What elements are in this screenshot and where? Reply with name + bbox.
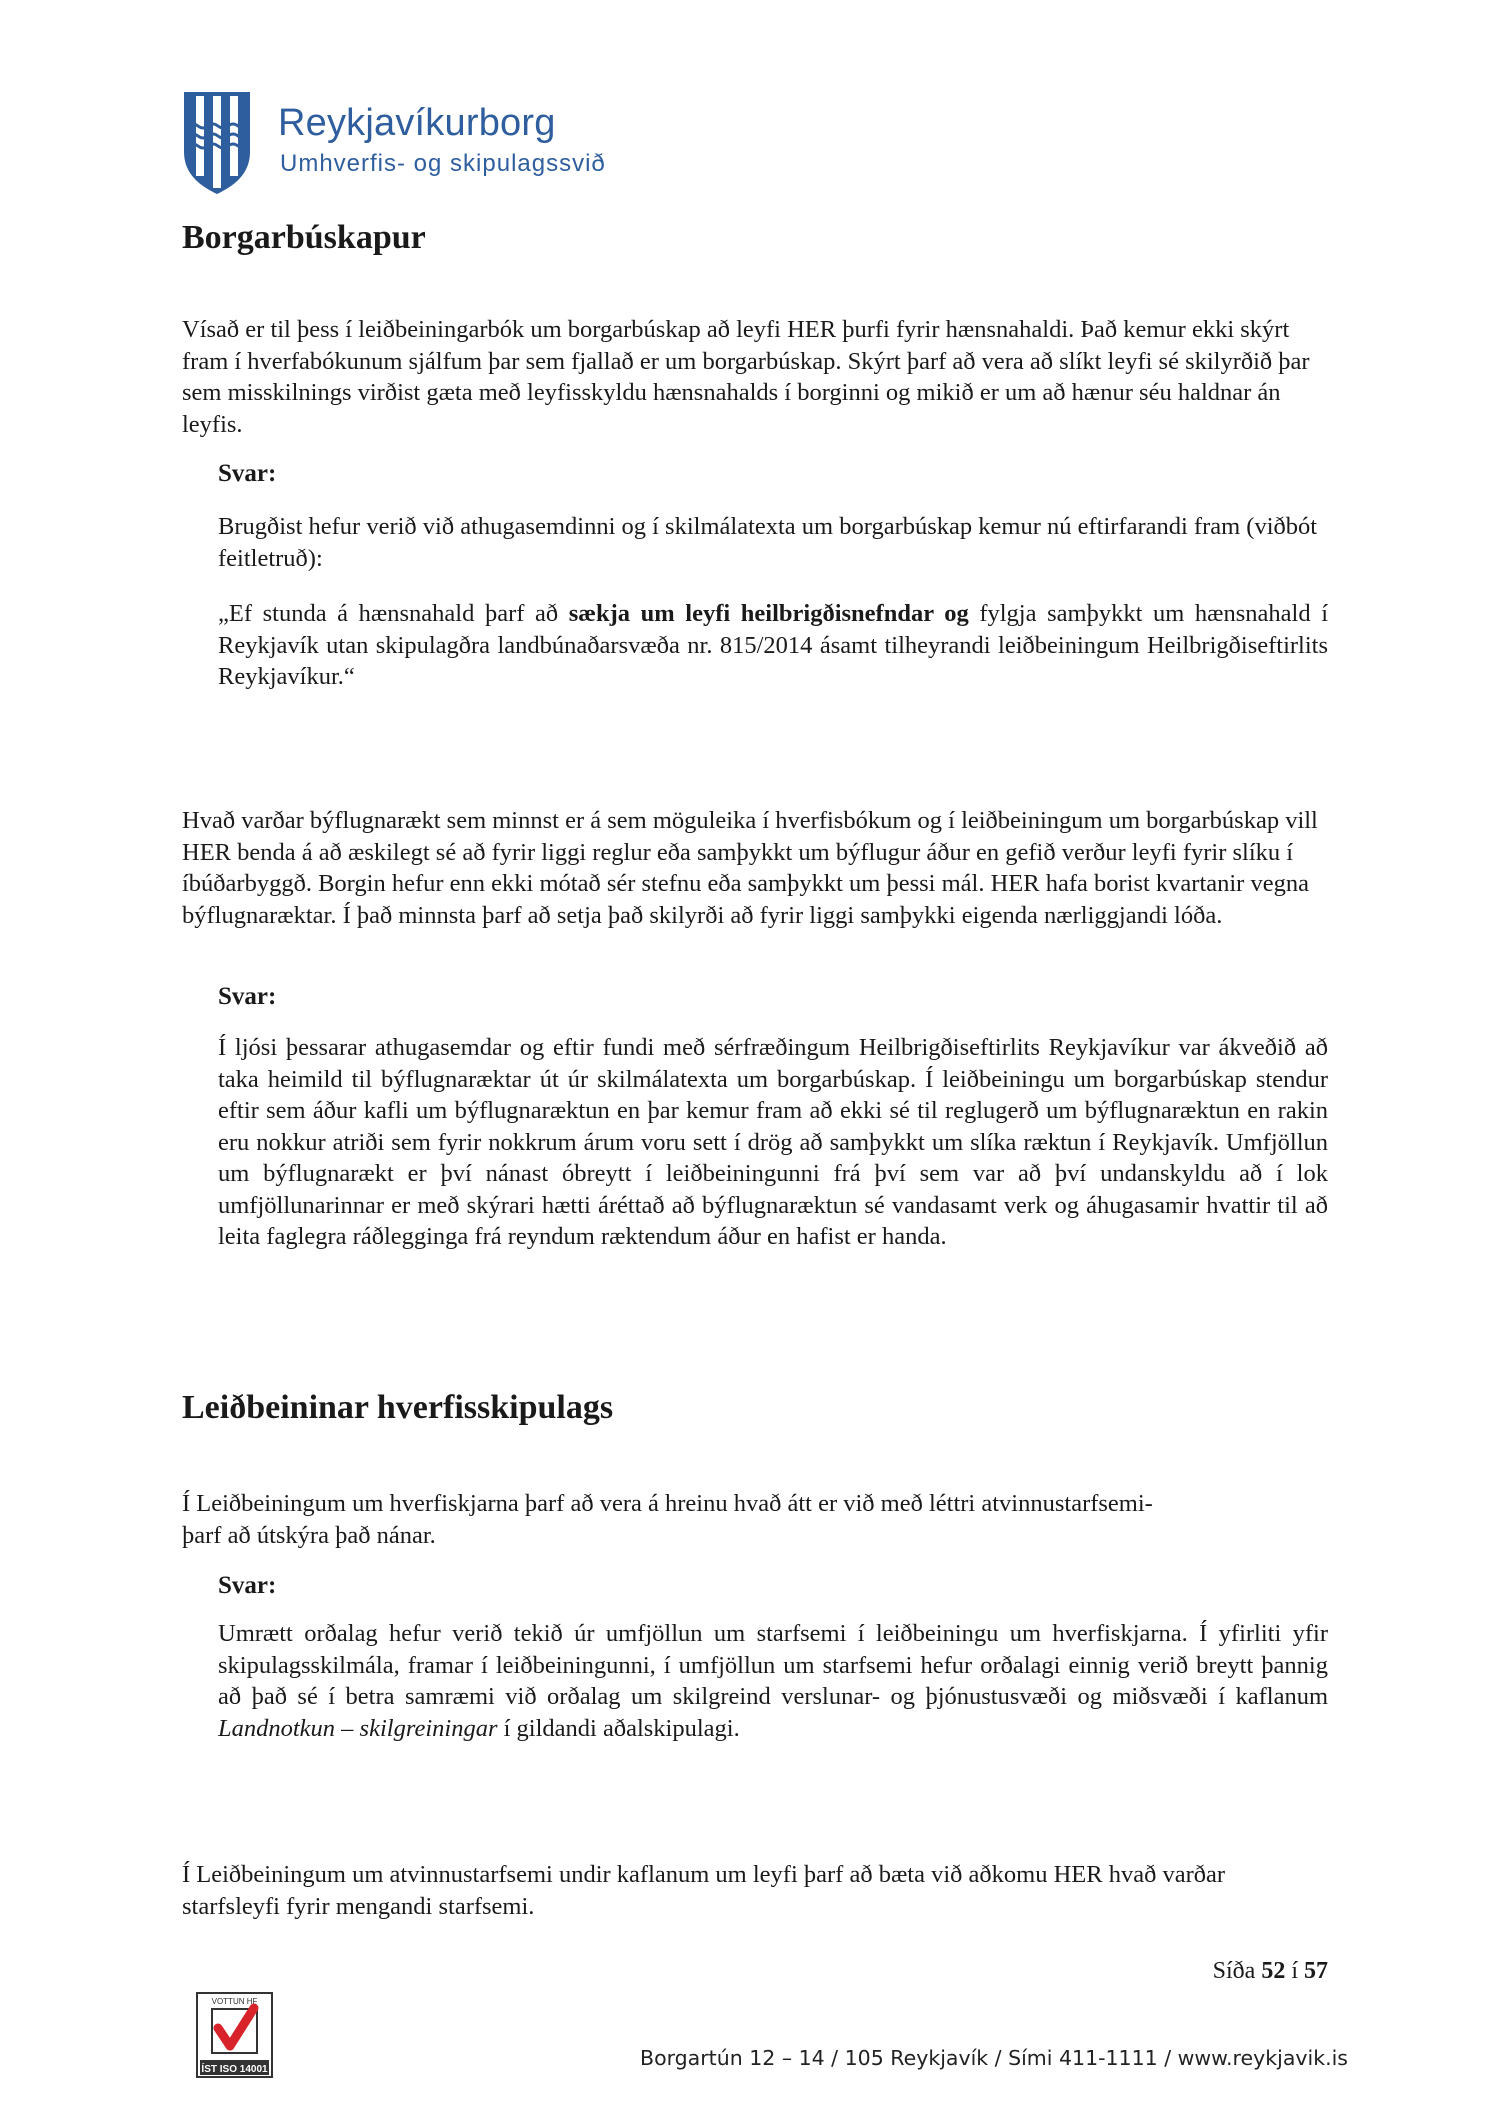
answer-italic-text: Landnotkun – skilgreiningar	[218, 1714, 498, 1742]
comment-hens: Vísað er til þess í leiðbeiningarbók um borgarbúskap að leyfi HER þurfi fyrir hænsnahaldi. Það kemur ekki skýrt fram í hverfabókunum sjálfum þar sem fjallað er um borgarbúskap. Skýrt þarf að vera að slíkt leyfi sé skilyrðið þar sem misskilnings virðist gæta með leyfisskyldu hænsnahalds í borginni og mikið er um að hænur séu haldnar án leyfis.	[182, 316, 1310, 438]
comment-bees: Hvað varðar býflugnarækt sem minnst er á sem möguleika í hverfisbókum og í leiðbeiningum um borgarbúskap vill HER benda á að æskilegt sé að fyrir liggi reglur eða samþykkt um býflugur áður en gefið verður leyfi fyrir slíku í íbúðarbyggð. Borgin hefur enn ekki mótað sér stefnu eða samþykkt um þessi mál. HER hafa borist kvartanir vegna býflugnaræktar. Í það minnsta þarf að setja það skilyrði að fyrir liggi samþykki eigenda nærliggjandi lóða.	[182, 807, 1318, 929]
cert-top-text: VOTTUN HF	[211, 1997, 258, 2006]
quote-text: fylgja samþykkt um hænsnahald í Reykjavík utan skipulagðra landbúnaðarsvæða nr. 815/2014 ásamt tilheyrandi leiðbeiningum Heilbrigðiseftirlits Reykjavíkur.“	[218, 600, 1328, 690]
answer-text: í gildandi aðalskipulagi.	[497, 1714, 740, 1742]
footer-address: Borgartún 12 – 14 / 105 Reykjavík / Sími 411-1111 / www.reykjavik.is	[640, 2046, 1348, 2070]
answer-hens: Brugðist hefur verið við athugasemdinni og í skilmálatexta um borgarbúskap kemur nú eftirfarandi fram (viðbót feitletruð):	[218, 513, 1318, 572]
org-name: Reykjavíkurborg	[278, 102, 556, 144]
page-total: 57	[1304, 1958, 1328, 1984]
page-number	[1150, 1958, 1328, 1985]
comment-line: Í Leiðbeiningum um hverfiskjarna þarf að vera á hreinu hvað átt er við með léttri atvinnustarfsemi-	[182, 1490, 1153, 1517]
city-crest-icon	[182, 90, 252, 196]
answer-text: Umrætt orðalag hefur verið tekið úr umfjöllun um starfsemi í leiðbeiningu um hverfiskjarna. Í yfirliti yfir skipulagsskilmála, framar í leiðbeiningunni, í umfjöllun um starfsemi hefur orðalagi einnig verið breytt þannig að það sé í betra samræmi við orðalag um skilgreind verslunar- og þjónustusvæði og miðsvæði í kaflanum	[218, 1620, 1328, 1710]
page-current: 52	[1261, 1958, 1286, 1984]
answer-label: Svar:	[218, 1572, 277, 1599]
answer-bees: Í ljósi þessarar athugasemdar og eftir fundi með sérfræðingum Heilbrigðiseftirlits Reykjavíkur var ákveðið að taka heimild til býflugnaræktar út úr skilmálatexta um borgarbúskap. Í leiðbeiningu um borgarbúskap stendur eftir sem áður kafli um býflugnaræktun en þar kemur fram að ekki sé til reglugerð um býflugnaræktun en rakin eru nokkur atriði sem fyrir nokkrum árum voru sett í drög að samþykkt um slíka ræktun í Reykjavík. Umfjöllun um býflugnarækt er því nánast óbreytt í leiðbeiningunni frá því sem var að því undanskyldu að í lok umfjöllunarinnar er með skýrari hætti áréttað að býflugnaræktun sé vandasamt verk og áhugasamir hvattir til að leita faglegra ráðlegginga frá reyndum ræktendum áður en hafist er handa.	[218, 1034, 1328, 1250]
answer-label: Svar:	[218, 460, 277, 487]
section-heading-borgarbuskapur: Borgarbúskapur	[182, 219, 426, 256]
page-separator: í	[1291, 1958, 1298, 1984]
section-heading-leidbeiningar: Leiðbeininar hverfisskipulags	[182, 1389, 614, 1426]
header-logo	[182, 90, 622, 198]
comment-line: þarf að útskýra það nánar.	[182, 1521, 436, 1549]
quote-text: „Ef stunda á hænsnahald þarf að	[218, 600, 569, 627]
comment-atvinnustarfsemi: Í Leiðbeiningum um atvinnustarfsemi undir kaflanum um leyfi þarf að bæta við aðkomu HER hvað varðar starfsleyfi fyrir mengandi starfsemi.	[182, 1861, 1226, 1920]
quote-hens	[218, 598, 1328, 693]
comment-hverfiskjarnar	[182, 1488, 1327, 1551]
answer-hverfiskjarnar	[218, 1618, 1328, 1744]
answer-label: Svar:	[218, 983, 277, 1010]
cert-bottom-text: ÍST ISO 14001	[201, 2064, 268, 2075]
page-label: Síða	[1212, 1958, 1256, 1984]
iso-certification-icon	[196, 1992, 273, 2078]
quote-bold-text: sækja um leyfi heilbrigðisnefndar og	[568, 600, 969, 627]
department-name: Umhverfis- og skipulagssvið	[280, 150, 606, 177]
